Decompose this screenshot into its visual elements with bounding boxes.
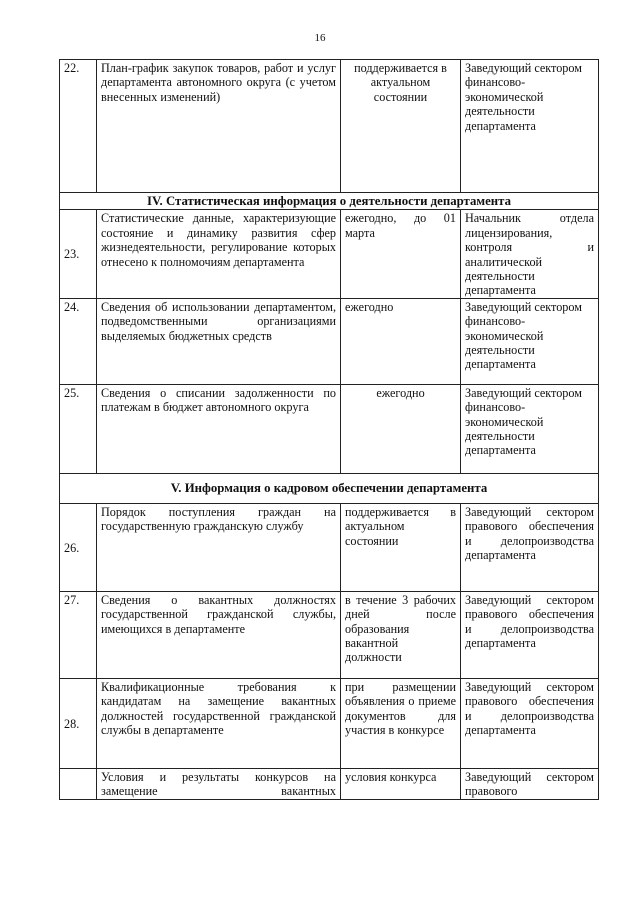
table-row xyxy=(60,210,599,298)
publication-period: условия конкурса xyxy=(341,768,461,799)
publication-period: ежегодно xyxy=(341,384,461,473)
row-number: 28. xyxy=(60,678,97,768)
information-name: Статистические данные, характеризующие состояние и динамику развития сфер жизнедеятельности, регулирование которых отнесено к полномочиям департамента xyxy=(97,210,341,298)
information-name: Сведения о вакантных должностях государственной гражданской службы, имеющихся в департаменте xyxy=(97,591,341,678)
table-row xyxy=(60,503,599,591)
table-row xyxy=(60,298,599,384)
publication-period: при размещении объявления о приеме документов для участия в конкурсе xyxy=(341,678,461,768)
information-name: Порядок поступления граждан на государственную гражданскую службу xyxy=(97,503,341,591)
information-name: План-график закупок товаров, работ и услуг департамента автономного округа (с учетом внесенных изменений) xyxy=(97,60,341,193)
section-header-row xyxy=(60,473,599,503)
publication-period: ежегодно xyxy=(341,298,461,384)
responsible-person: Заведующий сектором финансово-экономической деятельности департамента xyxy=(461,298,599,384)
page-number: 16 xyxy=(314,32,326,44)
row-number: 26. xyxy=(60,503,97,591)
table-row xyxy=(60,384,599,473)
responsible-person: Заведующий сектором правового xyxy=(461,768,599,799)
row-number xyxy=(60,768,97,799)
information-table xyxy=(59,59,599,800)
section-title: IV. Статистическая информация о деятельности департамента xyxy=(60,193,599,210)
publication-period: поддерживается в актуальном состоянии xyxy=(341,503,461,591)
row-number: 25. xyxy=(60,384,97,473)
table-row xyxy=(60,591,599,678)
table-row xyxy=(60,678,599,768)
responsible-person: Заведующий сектором правового обеспечения и делопроизводства департамента xyxy=(461,678,599,768)
information-name: Условия и результаты конкурсов на замещение вакантных xyxy=(97,768,341,799)
table-row xyxy=(60,768,599,799)
responsible-person: Начальник отдела лицензирования, контроля и аналитической деятельности департамента xyxy=(461,210,599,298)
information-name: Сведения о списании задолженности по платежам в бюджет автономного округа xyxy=(97,384,341,473)
table-row xyxy=(60,60,599,193)
section-header-row xyxy=(60,193,599,210)
publication-period: поддерживается в актуальном состоянии xyxy=(341,60,461,193)
section-title: V. Информация о кадровом обеспечении департамента xyxy=(60,473,599,503)
responsible-person: Заведующий сектором правового обеспечения и делопроизводства департамента xyxy=(461,591,599,678)
row-number: 24. xyxy=(60,298,97,384)
publication-period: в течение 3 рабочих дней после образования вакантной должности xyxy=(341,591,461,678)
row-number: 22. xyxy=(60,60,97,193)
information-name: Сведения об использовании департаментом, подведомственными организациями выделяемых бюджетных средств xyxy=(97,298,341,384)
responsible-person: Заведующий сектором правового обеспечения и делопроизводства департамента xyxy=(461,503,599,591)
responsible-person: Заведующий сектором финансово-экономической деятельности департамента xyxy=(461,60,599,193)
row-number: 23. xyxy=(60,210,97,298)
row-number: 27. xyxy=(60,591,97,678)
publication-period: ежегодно, до 01 марта xyxy=(341,210,461,298)
information-name: Квалификационные требования к кандидатам на замещение вакантных должностей государственной гражданской службы в департаменте xyxy=(97,678,341,768)
responsible-person: Заведующий сектором финансово-экономической деятельности департамента xyxy=(461,384,599,473)
